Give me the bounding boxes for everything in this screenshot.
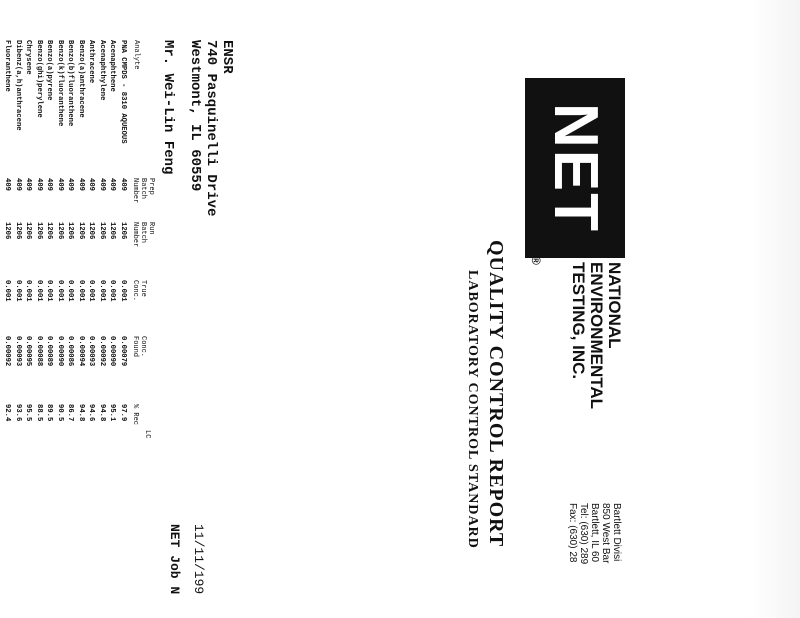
client-contact: Mr. Wei-Lin Feng (160, 40, 176, 175)
cell-percent-rec: 89.5 (45, 404, 54, 422)
cell-conc-found: 0.00090 (108, 336, 117, 367)
cell-run-batch: 1206 (56, 222, 64, 240)
cell-true-conc: 0.001 (77, 280, 85, 302)
net-logo: NET (525, 78, 625, 258)
cell-prep-batch: 409 (45, 178, 54, 191)
cell-true-conc: 0.001 (87, 280, 96, 302)
cell-conc-found: 0.00090 (56, 336, 64, 367)
cell-prep-batch: 409 (14, 178, 22, 191)
cell-percent-rec: 97.9 (119, 404, 127, 422)
cell-analyte: Benzo(a)pyrene (45, 40, 54, 101)
cell-run-batch: 1206 (14, 222, 22, 240)
cell-conc-found: 0.00089 (45, 336, 54, 367)
header-run-batch: Run Batch Number (131, 222, 155, 248)
cell-percent-rec: 90.5 (56, 404, 64, 422)
cell-analyte: Dibenz(a,h)anthracene (14, 40, 22, 131)
cell-prep-batch: 409 (87, 178, 96, 191)
cell-percent-rec: 92.4 (3, 404, 12, 422)
cell-analyte: PNA CMPDS - 8310 AQUEOUS (119, 40, 127, 144)
header-analyte: Analyte (132, 40, 140, 70)
report-subtitle: LABORATORY CONTROL STANDARD (465, 270, 480, 549)
scan-bleed (750, 0, 800, 618)
branch-address-line-4: Tel: (630) 289 (578, 503, 589, 565)
cell-conc-found: 0.00093 (14, 336, 22, 367)
cell-conc-found: 0.00093 (87, 336, 96, 367)
cell-prep-batch: 409 (98, 178, 106, 191)
cell-conc-found: 0.00092 (98, 336, 106, 367)
cell-run-batch: 1206 (35, 222, 43, 240)
cell-percent-rec: 86.7 (66, 404, 75, 422)
client-city: Westmont, IL 60559 (187, 40, 203, 192)
cell-prep-batch: 409 (108, 178, 117, 191)
header-percent-rec: % Rec (131, 404, 139, 426)
cell-run-batch: 1206 (45, 222, 54, 240)
cell-prep-batch: 409 (56, 178, 64, 191)
cell-conc-found: 0.00094 (77, 336, 85, 367)
cell-run-batch: 1206 (98, 222, 106, 240)
cell-conc-found: 0.00079 (119, 336, 127, 367)
branch-address-line-2: 850 West Bar (600, 503, 611, 564)
cell-analyte: Benzo(k)fluoranthene (56, 40, 64, 127)
cell-run-batch: 1206 (3, 222, 12, 240)
cell-percent-rec: 95.5 (24, 404, 33, 422)
company-name-line-3: TESTING, INC. (569, 262, 588, 380)
registered-mark: ® (529, 256, 543, 265)
cell-run-batch: 1206 (77, 222, 85, 240)
cell-percent-rec: 95.1 (108, 404, 117, 422)
cell-true-conc: 0.001 (24, 280, 33, 302)
header-true-conc: True Conc. (131, 280, 147, 302)
header-lc: LC (143, 430, 151, 439)
cell-true-conc: 0.001 (3, 280, 12, 302)
company-name-line-2: ENVIRONMENTAL (587, 262, 606, 410)
cell-analyte: Acenaphthene (108, 40, 117, 92)
cell-percent-rec: 88.5 (35, 404, 43, 422)
report-title: QUALITY CONTROL REPORT (485, 240, 507, 548)
cell-true-conc: 0.001 (14, 280, 22, 302)
cell-run-batch: 1206 (108, 222, 117, 240)
cell-conc-found: 0.00092 (3, 336, 12, 367)
cell-true-conc: 0.001 (98, 280, 106, 302)
cell-percent-rec: 94.6 (87, 404, 96, 422)
cell-prep-batch: 409 (3, 178, 12, 191)
cell-prep-batch: 409 (77, 178, 85, 191)
cell-run-batch: 1206 (119, 222, 127, 240)
cell-true-conc: 0.001 (56, 280, 64, 302)
cell-analyte: Benzo(ghi)perylene (35, 40, 43, 118)
cell-run-batch: 1206 (87, 222, 96, 240)
cell-prep-batch: 409 (66, 178, 75, 191)
company-name-line-1: NATIONAL (605, 262, 624, 349)
cell-true-conc: 0.001 (108, 280, 117, 302)
cell-analyte: Benzo(a)anthracene (77, 40, 85, 118)
cell-analyte: Acenaphthylene (98, 40, 106, 101)
cell-analyte: Chrysene (24, 40, 33, 75)
job-number-label: NET Job N (167, 524, 182, 595)
cell-true-conc: 0.001 (35, 280, 43, 302)
branch-address-line-5: Fax: (630) 28 (567, 503, 578, 563)
client-name: ENSR (219, 40, 235, 74)
branch-address-line-3: Bartlett, IL 60 (589, 503, 600, 563)
cell-analyte: Benzo(b)fluoranthene (66, 40, 75, 127)
cell-prep-batch: 409 (35, 178, 43, 191)
cell-prep-batch: 409 (119, 178, 127, 191)
cell-analyte: Fluoranthene (3, 40, 12, 92)
cell-conc-found: 0.00086 (66, 336, 75, 367)
cell-prep-batch: 409 (24, 178, 33, 191)
header-conc-found: Conc. Found (131, 336, 147, 358)
cell-true-conc: 0.001 (66, 280, 75, 302)
cell-conc-found: 0.00088 (35, 336, 43, 367)
cell-true-conc: 0.001 (45, 280, 54, 302)
cell-run-batch: 1206 (24, 222, 33, 240)
cell-true-conc: 0.001 (119, 280, 127, 302)
header-prep-batch: Prep Batch Number (131, 178, 155, 204)
cell-percent-rec: 93.6 (14, 404, 22, 422)
client-street: 740 Pasquinelli Drive (203, 40, 219, 217)
report-date: 11/11/199 (191, 524, 206, 595)
cell-percent-rec: 94.8 (98, 404, 106, 422)
cell-analyte: Anthracene (87, 40, 96, 84)
cell-percent-rec: 94.8 (77, 404, 85, 422)
cell-run-batch: 1206 (66, 222, 75, 240)
branch-address-line-1: Bartlett Divisi (611, 503, 622, 562)
cell-conc-found: 0.00095 (24, 336, 33, 367)
